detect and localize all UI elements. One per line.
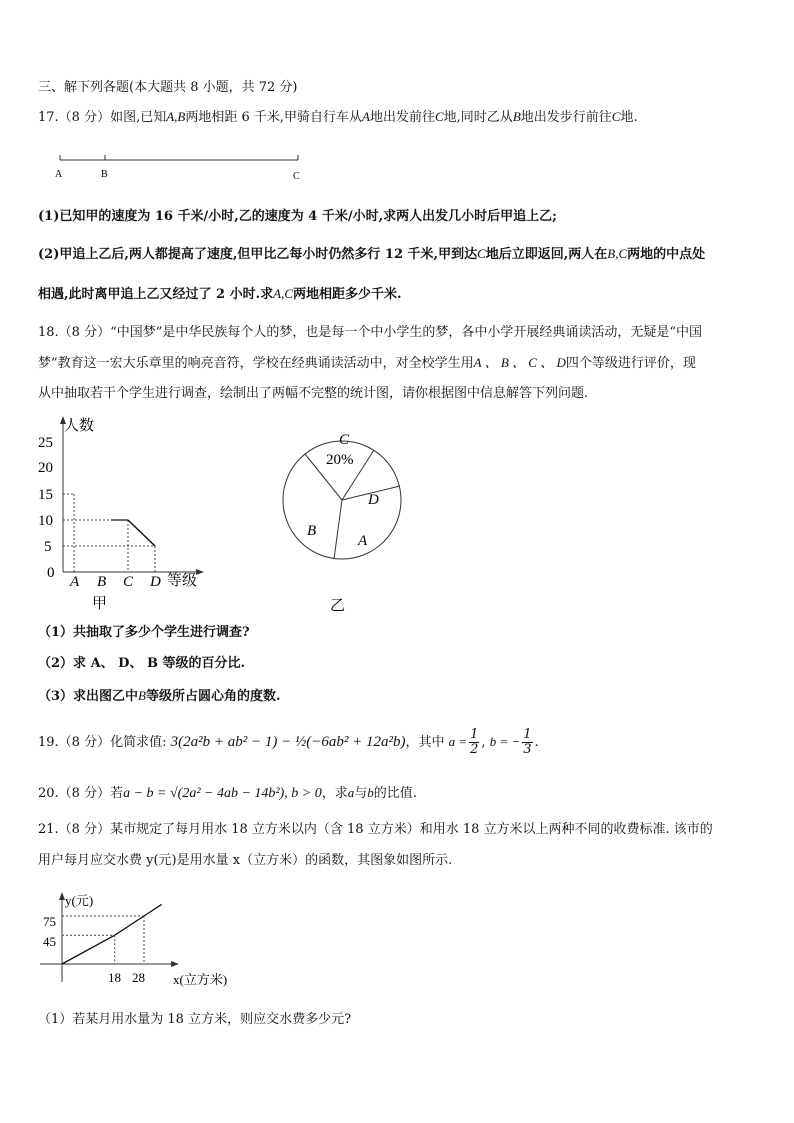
- q21-graph-segment-2: [115, 916, 144, 935]
- q17-sub2-c: C: [477, 246, 486, 261]
- q19-where: ，其中: [405, 735, 445, 750]
- q17-diagram-label-a: A: [55, 169, 63, 180]
- q18-line1: 18.（8 分）“中国梦”是中华民族每个人的梦，也是每一个中小学生的梦，各中小学开展经典诵读活动，无疑是“中国: [38, 325, 703, 340]
- chart-yi-caption: 乙: [330, 598, 346, 614]
- q21-graph-ytick-75: 75: [43, 914, 56, 929]
- q20-tail2: 与: [354, 786, 368, 801]
- q19-head: 19.（8 分）化简求值:: [38, 735, 167, 750]
- q17-ab: A,B: [166, 109, 186, 124]
- q17-text5: 地.: [620, 110, 638, 125]
- chart-jia-caption: 甲: [92, 596, 108, 610]
- q18-line3: 从中抽取若干个学生进行调查，绘制出了两幅不完整的统计图，请你根据图中信息解答下列问题.: [38, 386, 589, 401]
- q17-a: A: [362, 109, 370, 124]
- q17-ac: A,C: [273, 286, 294, 301]
- q17-diagram-label-b: B: [101, 169, 108, 180]
- q17-c: C: [435, 109, 444, 124]
- q17-segment-diagram: [50, 150, 310, 182]
- q19-line: 19.（8 分）化简求值: 3(2a²b + ab² − 1) − ½(−6ab² + 12a²b)，其中 a = $\frac{1}{2}$ , b = − $\frac{1}{3}$ .: [38, 727, 539, 757]
- chart-jia-tick-0: 0: [47, 565, 55, 581]
- q21-graph: [30, 888, 260, 993]
- q19-expr: 3(2a²b + ab² − 1) − ½(−6ab² + 12a²b): [170, 734, 406, 750]
- chart-jia-cat-a: A: [70, 574, 80, 590]
- q21-graph-segment-1: [62, 935, 115, 964]
- chart-jia-ylabel: 人数: [64, 418, 95, 434]
- chart-jia-tick-5: 5: [44, 539, 52, 555]
- q17-text2: 地出发前往: [369, 110, 435, 125]
- chart-yi-label-c: C: [339, 432, 350, 448]
- q20-line: [38, 784, 417, 803]
- q21-graph-xlabel: x(立方米): [173, 972, 228, 987]
- q18-line2b: 四个等级进行评价，现: [565, 356, 696, 371]
- q19-a-frac: $\frac{1}{2}$: [470, 727, 479, 757]
- q20-expr: a − b = √(2a² − 4ab − 14b²), b > 0: [123, 786, 322, 801]
- q17-b: B: [512, 109, 521, 124]
- chart-yi-label-a: A: [358, 533, 368, 549]
- q18-sub3: [38, 687, 281, 706]
- chart-jia-cat-d: D: [150, 574, 161, 590]
- q17-sub2-line2: [38, 285, 402, 304]
- q17-line1: [38, 108, 638, 127]
- q17-text3: 地,同时乙从: [443, 110, 513, 125]
- q18-sub1: （1）共抽取了多少个学生进行调查?: [38, 625, 250, 640]
- chart-jia: [30, 410, 220, 610]
- chart-yi-label-b: B: [307, 523, 317, 539]
- chart-yi: [270, 420, 420, 620]
- q19-b-frac: $\frac{1}{3}$: [523, 727, 532, 757]
- q17-head: 17.（8 分）如图,已知: [38, 110, 167, 125]
- q17-text4: 地出发步行前往: [520, 110, 612, 125]
- chart-jia-tick-20: 20: [38, 460, 53, 476]
- q17-sub2b: 地后立即返回,两人在: [485, 247, 608, 262]
- q20-tail3: 的比值.: [373, 786, 417, 801]
- q19-b-var: b = −: [489, 734, 521, 749]
- q20-tail: ，求: [321, 786, 348, 801]
- q20-b: b: [367, 785, 374, 800]
- q17-text1: 两地相距 6 千米,甲骑自行车从: [185, 110, 363, 125]
- q17-diagram-label-c: C: [293, 171, 300, 182]
- chart-jia-cat-b: B: [97, 574, 107, 590]
- q21-graph-ylabel: y(元): [65, 893, 94, 908]
- q17-sub2a: (2)甲追上乙后,两人都提高了速度,但甲比乙每小时仍然多行 12 千米,甲到达: [38, 247, 478, 262]
- section-title: 三、解下列各题(本大题共 8 小题，共 72 分): [38, 80, 298, 95]
- chart-jia-tick-15: 15: [38, 487, 53, 503]
- q17-sub2-line1: [38, 245, 705, 264]
- chart-yi-slice-a: [334, 500, 342, 559]
- q17-sub1: (1)已知甲的速度为 16 千米/小时,乙的速度为 4 千米/小时,求两人出发几小时后甲追上乙;: [38, 209, 557, 224]
- chart-jia-tick-10: 10: [38, 513, 53, 529]
- q17-c2: C: [611, 109, 621, 124]
- q17-sub2c: 两地的中点处: [627, 247, 706, 262]
- q18-sub3-b: B: [138, 688, 146, 703]
- q17-sub2d: 相遇,此时离甲追上乙又经过了 2 小时.求: [38, 287, 274, 302]
- q19-a-var: a =: [448, 734, 468, 749]
- chart-jia-segment-3: [128, 520, 155, 546]
- q17-sub2e: 两地相距多少千米.: [293, 287, 402, 302]
- q17-bc: B,C: [607, 246, 628, 261]
- q21-graph-ytick-45: 45: [43, 934, 56, 949]
- q21-line1: 21.（8 分）某市规定了每月用水 18 立方米以内（含 18 立方米）和用水 18 立方米以上两种不同的收费标准. 该市的: [38, 822, 713, 837]
- chart-yi-label-d: D: [368, 492, 379, 508]
- chart-jia-xlabel: 等级: [167, 573, 198, 589]
- q21-sub1: （1）若某月用水量为 18 立方米，则应交水费多少元?: [38, 1012, 352, 1027]
- q20-a: a: [347, 785, 355, 800]
- q18-grades: A 、 B 、 C 、 D: [473, 355, 566, 370]
- q18-line2a: 梦”教育这一宏大乐章里的响亮音符，学校在经典诵读活动中，对全校学生用: [38, 356, 474, 371]
- q18-sub2: （2）求 A、 D、 B 等级的百分比.: [38, 656, 246, 671]
- q21-graph-xtick-18: 18: [108, 970, 121, 985]
- q18-sub3a: （3）求出图乙中: [38, 689, 139, 704]
- q21-graph-xtick-28: 28: [132, 970, 145, 985]
- chart-jia-cat-c: C: [123, 574, 134, 590]
- q21-line2: 用户每月应交水费 y(元)是用水量 x（立方米）的函数，其图象如图所示.: [38, 853, 453, 868]
- q21-graph-segment-ext: [144, 904, 162, 916]
- q20-head: 20.（8 分）若: [38, 786, 124, 801]
- q18-line2: [38, 354, 696, 373]
- chart-jia-tick-25: 25: [38, 435, 53, 451]
- q18-sub3b: 等级所占圆心角的度数.: [146, 689, 281, 704]
- chart-yi-label-pct: 20%: [326, 452, 354, 468]
